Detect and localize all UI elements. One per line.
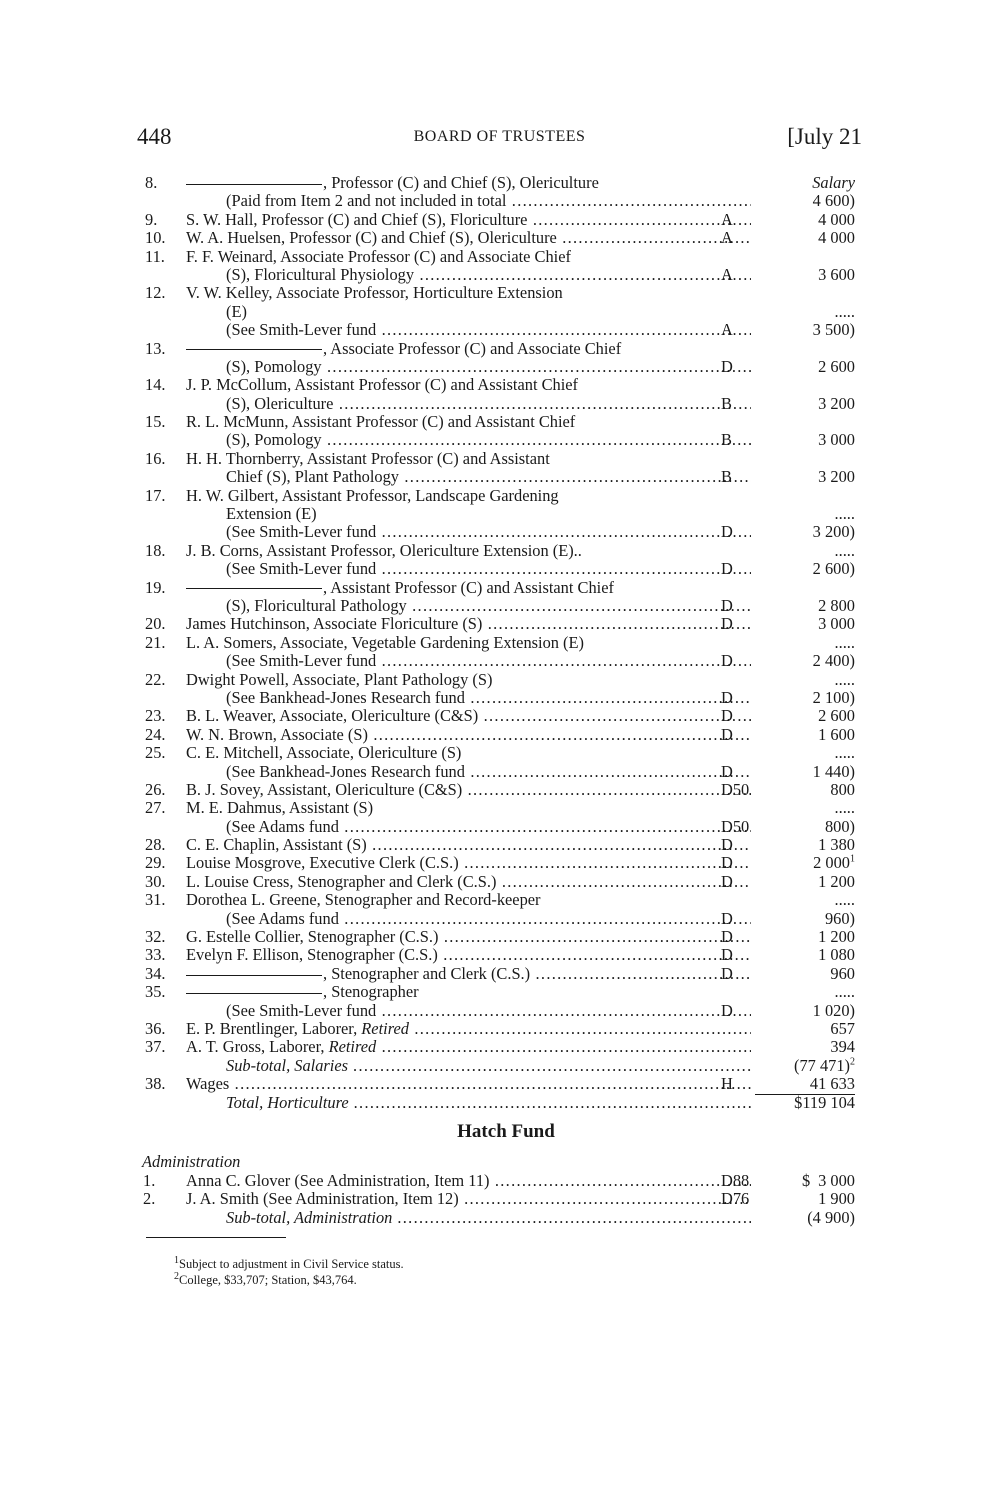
list-item [145,799,867,817]
item-number: 27. [145,798,166,818]
salary-amount: 2 400) [812,651,855,671]
retired-label: Retired [361,1019,409,1038]
fund-code: D [721,963,733,983]
item-number: 22. [145,669,166,689]
item-number: 35. [145,982,166,1002]
item-label: H. H. Thornberry, Assistant Professor (C) and Assistant [186,449,550,468]
item-number: 18. [145,540,166,560]
list-item [145,266,867,284]
footnote-mark: 2 [174,1270,179,1282]
item-number: 20. [145,614,166,634]
wages-row [145,1075,867,1093]
item-text [186,174,751,192]
item-label: (S), Pomology [226,357,322,376]
item-number: 29. [145,853,166,873]
fund-code: D [721,522,733,542]
salary-amount: 394 [830,1037,855,1057]
pending-amount: ..... [834,743,855,763]
item-text [186,634,751,652]
salary-amount: 960 [830,963,855,983]
list-item [145,946,867,964]
item-text [226,523,751,541]
list-item [145,395,867,413]
list-item [145,303,867,321]
item-label: (See Smith-Lever fund [226,321,377,340]
item-label: , Stenographer [323,983,419,1002]
item-label: A. T. Gross, Laborer, Retired [186,1038,377,1057]
item-text [226,266,751,284]
list-item [145,1172,867,1190]
page-number: 448 [137,124,172,149]
item-label: V. W. Kelley, Associate Professor, Horticulture Extension [186,284,563,303]
footnote-text: College, $33,707; Station, $43,764. [179,1273,357,1288]
salary-amount: 3 500) [812,320,855,340]
list-item [145,523,867,541]
item-text [226,689,751,707]
item-text [226,431,751,449]
subtotal-label [226,1057,751,1075]
list-item [145,1020,867,1038]
salary-amount: 1 200 [818,927,855,947]
subtotal-text: Sub-total, Administration [226,1208,393,1227]
item-number: 12. [145,283,166,303]
item-text [226,818,751,836]
pending-amount: ..... [834,632,855,652]
wages-amount: 41 633 [755,1075,855,1094]
item-label: James Hutchinson, Associate Floriculture (S) [186,615,483,634]
item-label: , Professor (C) and Chief (S), Olericulture [323,174,599,192]
item-text [226,468,751,486]
list-item [145,1038,867,1056]
item-label: (E) [226,302,247,321]
salary-amount: 1 020) [812,1000,855,1020]
list-item [145,689,867,707]
wages-text: Wages [186,1075,230,1094]
fund-code: B [721,393,732,413]
fund-code: D [721,1000,733,1020]
item-label: (S), Floricultural Physiology [226,265,415,284]
fund-code: A [721,264,733,284]
list-item [145,1190,867,1208]
item-text [186,928,751,946]
list-item [145,321,867,339]
item-text [186,781,751,799]
pending-amount: ..... [834,890,855,910]
item-label: (See Smith-Lever fund [226,560,377,579]
retired-label: Retired [328,1038,377,1057]
list-item [145,891,867,909]
list-item [145,781,867,799]
list-item [145,983,867,1001]
fund-code: D [721,871,733,891]
item-text [186,340,751,358]
fund-code: D [721,945,733,965]
list-item [145,174,867,192]
salary-amount: 2 $000^1$ [813,853,855,873]
item-text [186,450,751,468]
item-text [186,487,751,505]
blank-line [186,349,322,350]
fund-code: A [721,228,733,248]
item-label: M. E. Dahmus, Assistant (S) [186,799,374,818]
item-number: 2. [143,1189,156,1209]
item-label: J. A. Smith (See Administration, Item 12) [186,1190,459,1209]
subtotal-label [226,1209,751,1227]
item-text [226,192,751,210]
item-label: Dwight Powell, Associate, Plant Pathology (S) [186,670,493,689]
list-item [145,818,867,836]
salary-amount: 3 200 [818,467,855,487]
item-number: 8. [145,173,158,192]
salary-amount: 3 200 [818,393,855,413]
fund-code: D [721,614,733,634]
pending-amount: ..... [834,540,855,560]
fund-code: D76 [721,1189,750,1209]
item-label: , Assistant Professor (C) and Assistant Chief [323,578,614,597]
item-label: E. P. Brentlinger, Laborer, Retired [186,1019,409,1038]
item-text [186,248,751,266]
wages-label [186,1075,751,1093]
footnote-mark: 1 [174,1254,179,1266]
item-text [186,873,751,891]
list-item [145,376,867,394]
list-item [145,284,867,302]
item-label: (S), Pomology [226,431,322,450]
item-text [186,707,751,725]
item-text [226,652,751,670]
total-amount: $119 104 [794,1092,855,1112]
item-text [226,303,751,321]
item-label: (See Smith-Lever fund [226,1001,377,1020]
fund-code: D [721,835,733,855]
fund-code: D [721,853,733,873]
item-label: H. W. Gilbert, Assistant Professor, Landscape Gardening [186,486,559,505]
list-item [145,468,867,486]
fund-code: D [721,687,733,707]
fund-code: B [721,430,732,450]
fund-code: D [721,724,733,744]
fund-code: H [721,1074,733,1094]
item-text [186,726,751,744]
salary-amount: 3 600 [818,264,855,284]
item-text [186,1190,751,1208]
item-label: (See Adams fund [226,909,339,928]
item-number: 36. [145,1018,166,1038]
list-item [145,763,867,781]
item-label: C. E. Mitchell, Associate, Olericulture (S) [186,744,462,763]
item-label: Dorothea L. Greene, Stenographer and Record-keeper [186,891,541,910]
fund-code: D [721,595,733,615]
fund-code: D [721,761,733,781]
item-label: , Associate Professor (C) and Associate Chief [323,339,622,358]
footnote-mark: 1 [850,853,855,865]
item-label: S. W. Hall, Professor (C) and Chief (S), Floriculture [186,210,528,229]
item-label: J. P. McCollum, Assistant Professor (C) and Assistant Chief [186,376,579,395]
item-number: 34. [145,963,166,983]
salary-column-heading: Salary [812,173,855,192]
footnotes [174,1256,867,1288]
list-item [145,652,867,670]
list-item [145,910,867,928]
list-item [145,928,867,946]
salary-amount: 3 000 [818,1170,855,1190]
subtotal-row [145,1209,867,1227]
list-item [145,505,867,523]
item-text [186,946,751,964]
total-text: Total, Horticulture [226,1093,349,1112]
list-item [145,854,867,872]
fund-code: D50 [721,816,750,836]
item-number: 11. [145,246,165,266]
blank-line [186,184,322,185]
footnote [174,1256,867,1272]
item-label: (See Adams fund [226,817,339,836]
fund-code: A [721,209,733,229]
list-item [145,340,867,358]
subtotal-text: Sub-total, Salaries [226,1056,349,1075]
salary-amount: 3 000 [818,430,855,450]
item-text [226,763,751,781]
item-number: 37. [145,1037,166,1057]
list-item [145,873,867,891]
salary-amount: 1 380 [818,835,855,855]
item-label: , Stenographer and Clerk (C.S.) [323,964,531,983]
item-number: 1. [143,1170,156,1190]
salary-amount: 800) [824,816,855,836]
item-text [186,744,751,762]
salary-amount: 1 200 [818,871,855,891]
salary-amount: 657 [830,1018,855,1038]
list-item [145,634,867,652]
item-label: (See Bankhead-Jones Research fund [226,762,465,781]
item-number: 9. [145,209,158,229]
item-text [186,413,751,431]
item-number: 21. [145,632,166,652]
salary-amount: 2 600 [818,356,855,376]
item-text [226,1002,751,1020]
salary-amount: 800 [830,779,855,799]
item-label: W. A. Huelsen, Professor (C) and Chief (S), Olericulture [186,229,557,248]
item-number: 30. [145,871,166,891]
item-label: G. Estelle Collier, Stenographer (C.S.) [186,928,439,947]
blank-line [186,993,322,994]
salary-amount: 4 000 [818,209,855,229]
item-text [226,560,751,578]
fund-code: A [721,320,733,340]
fund-code: D [721,356,733,376]
item-label: (See Smith-Lever fund [226,652,377,671]
item-number: 10. [145,228,166,248]
item-number: 28. [145,835,166,855]
list-item [145,615,867,633]
item-label: Extension (E) [226,505,317,524]
item-text [226,505,751,523]
pending-amount: ..... [834,669,855,689]
item-text [186,211,751,229]
item-label: (Paid from Item 2 and not included in total [226,192,507,211]
item-number: 15. [145,412,166,432]
item-label: Louise Mosgrove, Executive Clerk (C.S.) [186,854,459,873]
page-date: [July 21 [787,124,862,149]
subtotal-row [145,1057,867,1075]
salary-amount: 2 600) [812,559,855,579]
list-item [145,836,867,854]
item-label: L. A. Somers, Associate, Vegetable Gardening Extension (E) [186,633,584,652]
item-label: Chief (S), Plant Pathology [226,468,400,487]
item-text [226,321,751,339]
section-subhead: Administration [142,1151,241,1171]
item-label: C. E. Chaplin, Assistant (S) [186,836,367,855]
fund-code: D [721,559,733,579]
item-text [186,965,751,983]
list-item [145,542,867,560]
item-number: 24. [145,724,166,744]
pending-amount: ..... [834,301,855,321]
fund-code: D [721,706,733,726]
salary-amount: 1 600 [818,724,855,744]
item-text [186,1020,751,1038]
list-item [145,965,867,983]
list-item [145,413,867,431]
page-header [137,124,862,154]
fund-code: D88 [721,1170,750,1190]
item-number: 17. [145,485,166,505]
list-item [145,597,867,615]
salary-amount: 2 800 [818,595,855,615]
item-label: J. B. Corns, Assistant Professor, Olericulture Extension (E).. [186,541,582,560]
item-label: (S), Floricultural Pathology [226,596,407,615]
salary-amount: 1 440) [812,761,855,781]
item-number: 14. [145,375,166,395]
item-number: 32. [145,927,166,947]
salary-amount: 1 080 [818,945,855,965]
item-label: F. F. Weinard, Associate Professor (C) and Associate Chief [186,247,571,266]
item-text [186,1038,751,1056]
fund-code: D [721,927,733,947]
item-text [186,284,751,302]
list-item [145,211,867,229]
item-number: 31. [145,890,166,910]
list-item [145,1002,867,1020]
item-label: (See Bankhead-Jones Research fund [226,688,465,707]
item-text [186,376,751,394]
item-text [186,1172,751,1190]
item-label: Evelyn F. Ellison, Stenographer (C.S.) [186,946,438,965]
item-label: (S), Olericulture [226,394,334,413]
blank-line [186,588,322,589]
item-text [186,229,751,247]
item-text [186,542,751,560]
list-item [145,707,867,725]
item-label: L. Louise Cress, Stenographer and Clerk (C.S.) [186,872,497,891]
item-number: 23. [145,706,166,726]
footnote [174,1272,867,1288]
item-number: 25. [145,743,166,763]
item-text [226,597,751,615]
pending-amount: ..... [834,982,855,1002]
footnote-mark: 2 [850,1056,855,1068]
running-title: BOARD OF TRUSTEES [413,128,586,145]
list-item [145,450,867,468]
list-item [145,229,867,247]
salary-amount: 4 600) [812,191,855,211]
salary-amount: 4 000 [818,228,855,248]
pending-amount: ..... [834,504,855,524]
subtotal-amount: (77 471)$^2$ [794,1055,855,1075]
item-label: B. L. Weaver, Associate, Olericulture (C&S) [186,707,479,726]
item-label: (See Smith-Lever fund [226,523,377,542]
item-number: 19. [145,577,166,597]
salary-list [142,173,867,1288]
item-number: 13. [145,338,166,358]
fund-code: B [721,467,732,487]
fund-code: D [721,908,733,928]
item-text [186,983,751,1001]
item-number: 38. [145,1074,166,1094]
footnote-rule [146,1237,286,1238]
item-label: Anna C. Glover (See Administration, Item 11) [186,1171,490,1190]
item-text [226,910,751,928]
item-text [186,579,751,597]
total-row [145,1094,867,1112]
item-label: W. N. Brown, Associate (S) [186,725,368,744]
fund-code: D [721,651,733,671]
list-item [145,431,867,449]
item-text [186,671,751,689]
salary-amount: 3 200) [812,522,855,542]
item-text [186,891,751,909]
item-text [226,358,751,376]
blank-line [186,975,322,976]
list-item [145,192,867,210]
dollar-sign: $ [802,1170,811,1190]
list-item [145,487,867,505]
item-text [186,854,751,872]
salary-amount: 1 900 [818,1189,855,1209]
item-text [186,799,751,817]
list-item [145,358,867,376]
item-label: B. J. Sovey, Assistant, Olericulture (C&S) [186,780,463,799]
list-item [145,744,867,762]
item-number: 33. [145,945,166,965]
list-item [145,726,867,744]
total-label [226,1094,751,1112]
footnote-text: Subject to adjustment in Civil Service status. [179,1257,404,1272]
item-text [226,395,751,413]
item-text [186,836,751,854]
list-item [145,560,867,578]
item-number: 26. [145,779,166,799]
list-item [145,671,867,689]
item-label: R. L. McMunn, Assistant Professor (C) and Assistant Chief [186,413,576,432]
list-item [145,248,867,266]
salary-amount: 3 000 [818,614,855,634]
item-text [186,615,751,633]
salary-amount: 2 100) [812,687,855,707]
list-item [145,579,867,597]
item-number: 16. [145,448,166,468]
salary-amount: 960) [824,908,855,928]
salary-amount: 2 600 [818,706,855,726]
pending-amount: ..... [834,798,855,818]
subtotal-amount: (4 900) [807,1207,855,1227]
section-title: Hatch Fund [457,1120,555,1142]
fund-code: D50 [721,779,750,799]
